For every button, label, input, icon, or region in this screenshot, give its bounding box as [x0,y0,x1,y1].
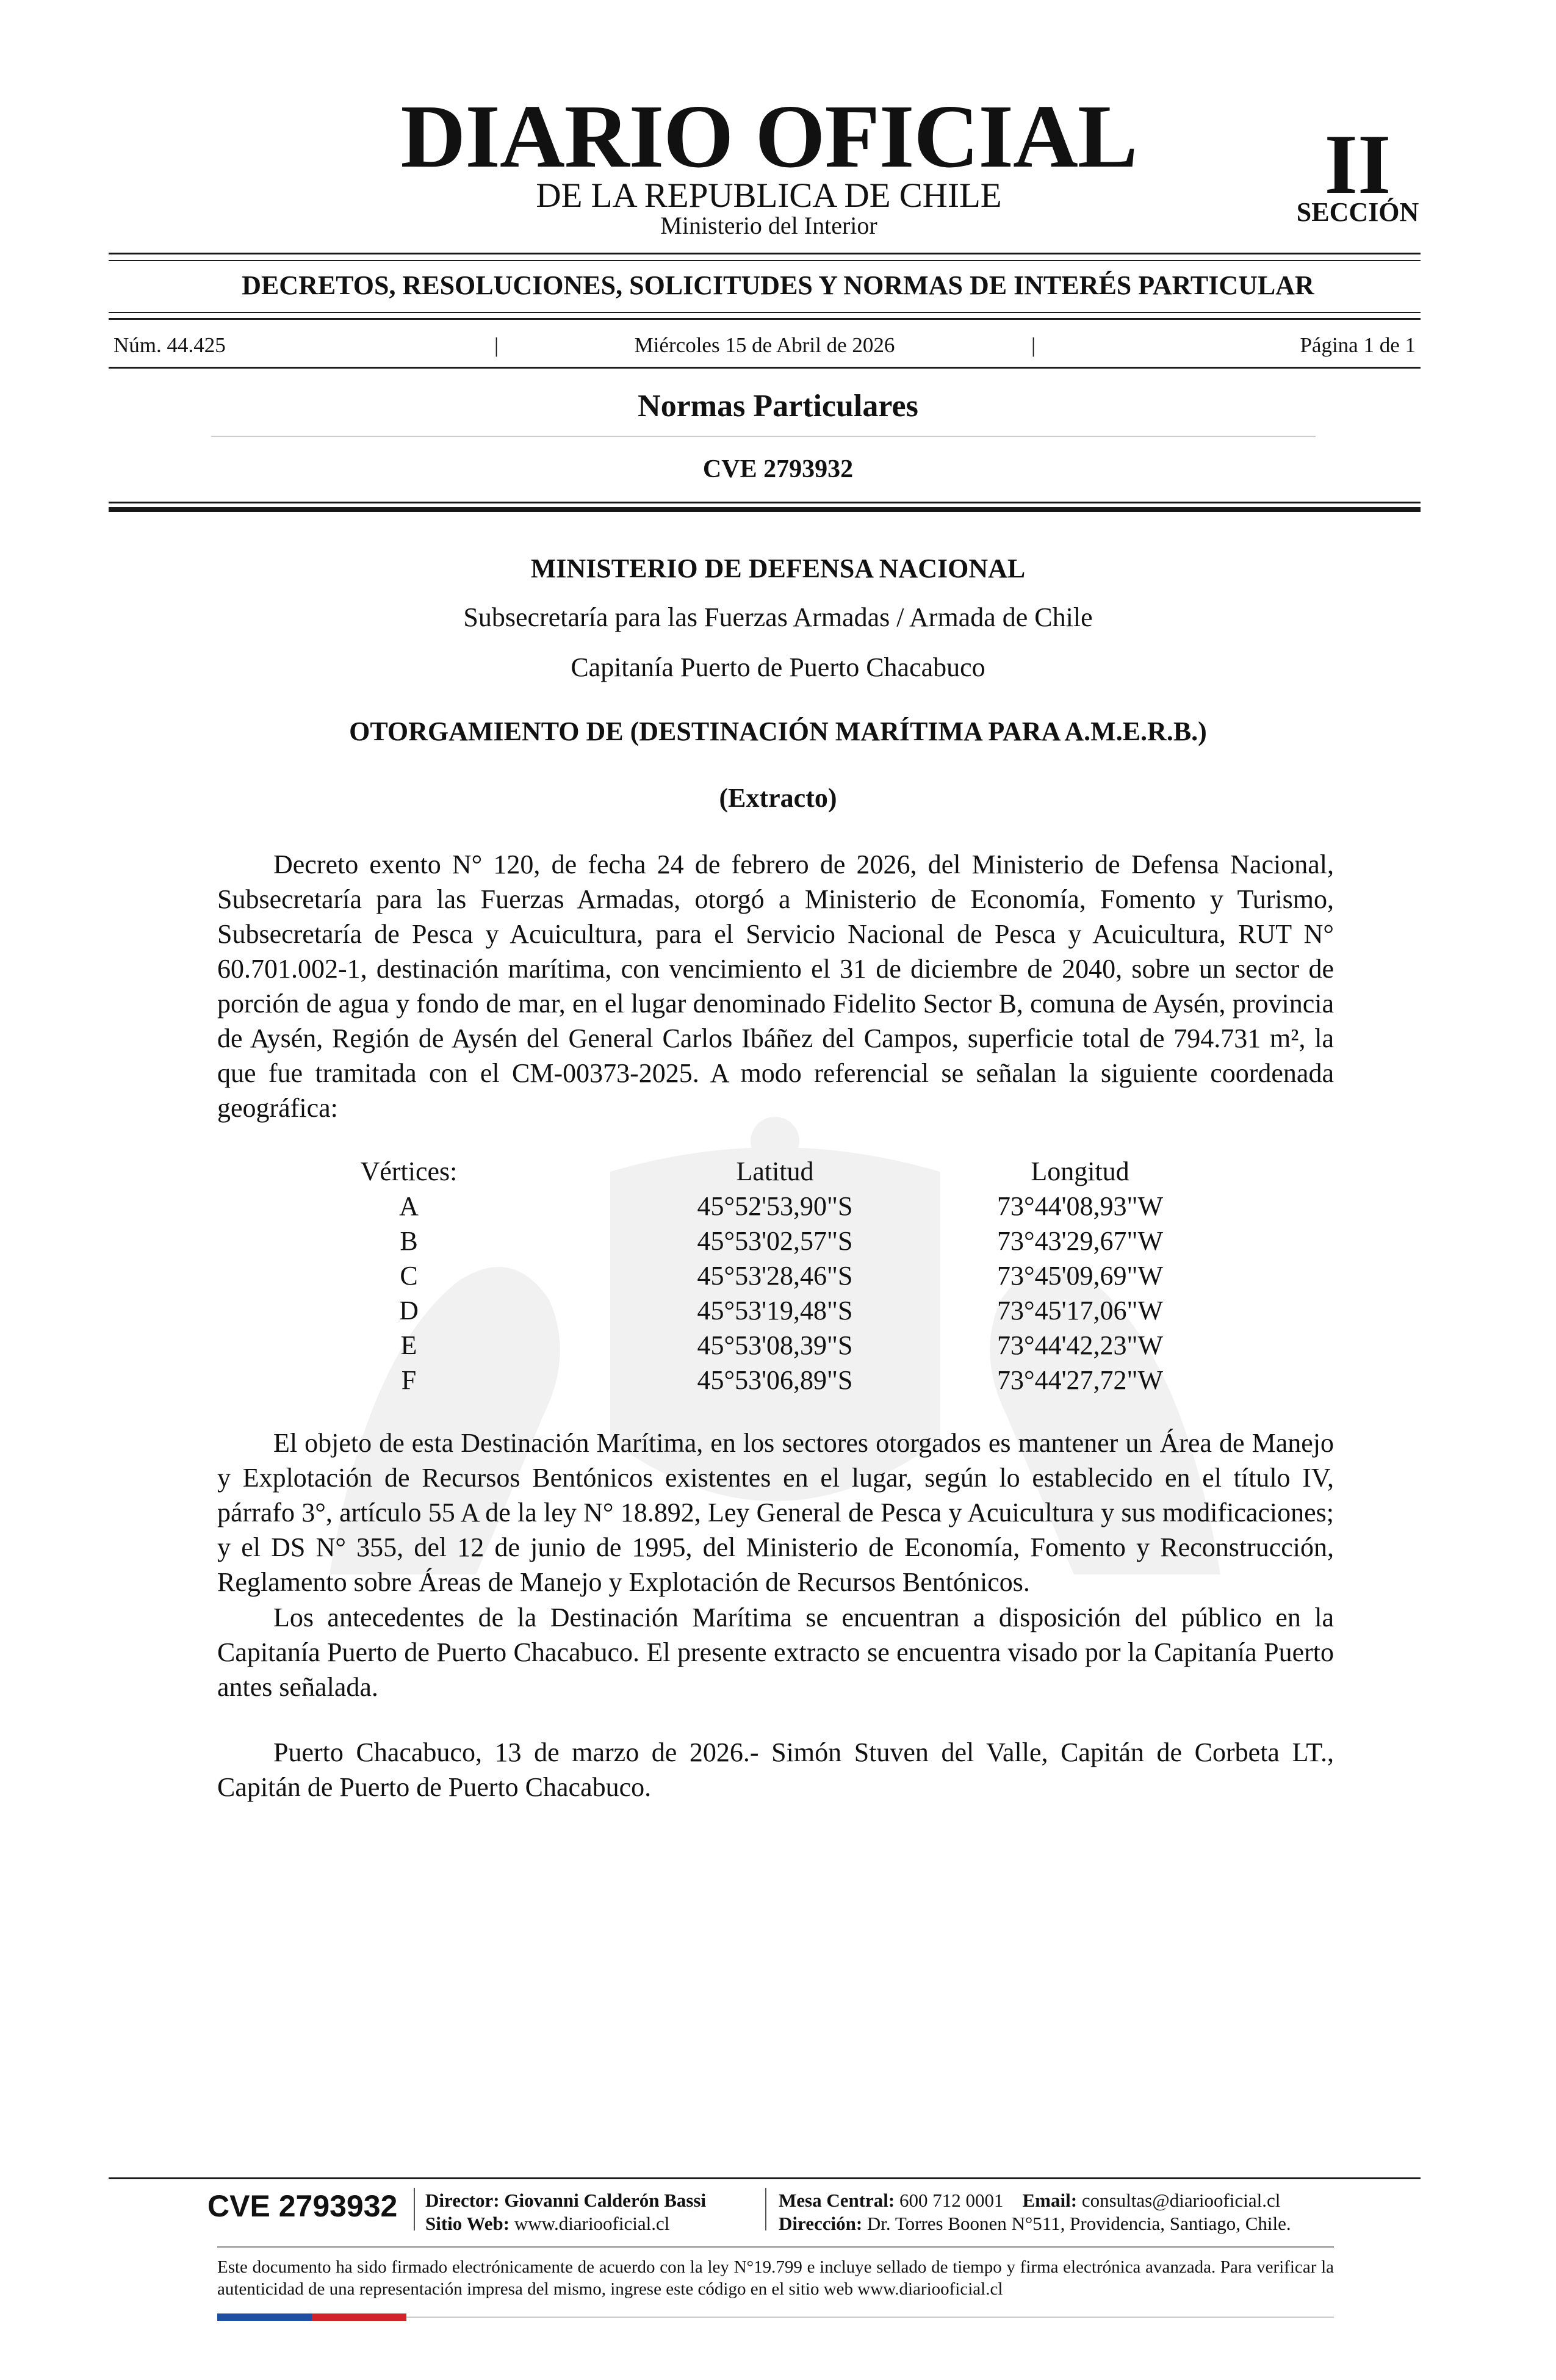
table-row [342,1260,1257,1295]
longitude-cell: 73°44'42,23"W [996,1330,1163,1360]
issue-number: Núm. 44.425 [113,333,226,357]
cve-code: CVE 2793932 [702,455,854,483]
footer-rule [109,2177,1421,2179]
vertex-cell: B [400,1226,418,1256]
footer-cve-code: CVE 2793932 [207,2189,398,2223]
footer-separator [765,2188,766,2230]
vertex-cell: E [400,1330,417,1360]
vertex-cell: F [401,1365,417,1395]
vertex-cell: C [400,1261,418,1291]
website-label: Sitio Web: [425,2213,510,2234]
banner-rule-thin [109,312,1421,313]
section-divider [211,436,1316,437]
extracto-label: (Extracto) [719,783,837,813]
latitude-cell: 45°52'53,90"S [697,1191,853,1221]
table-row [342,1295,1257,1330]
section-label: SECCIÓN [1296,197,1419,227]
footer-separator [414,2188,415,2230]
longitude-cell: 73°44'08,93"W [996,1191,1163,1221]
vertex-cell: A [399,1191,419,1221]
longitude-cell: 73°43'29,67"W [996,1226,1163,1256]
flag-stripe-red [312,2313,406,2321]
address-value: Dr. Torres Boonen N°511, Providencia, Santiago, Chile. [866,2213,1291,2234]
page-counter: Página 1 de 1 [1300,333,1416,357]
table-row [342,1225,1257,1260]
footer-divider [217,2246,1334,2248]
coordinates-header-row [342,1156,1257,1191]
subsecretaria: Subsecretaría para las Fuerzas Armadas / Armada de Chile [463,602,1093,632]
cve-rule-thick [109,507,1421,512]
header-rule [109,253,1421,254]
vertex-cell: D [399,1296,419,1325]
website-link[interactable]: www.diariooficial.cl [514,2213,670,2234]
footer-director-block [425,2189,706,2235]
header-rule-thin [109,260,1421,261]
cve-rule [109,502,1421,503]
info-separator: | [1031,333,1036,357]
longitude-cell: 73°45'17,06"W [996,1296,1163,1325]
footer-contact-block [779,2189,1291,2235]
footer-disclaimer: Este documento ha sido firmado electrónicamente de acuerdo con la ley N°19.799 e incluye sellado de tiempo y firma electrónica avanzada. Para verificar la autenticidad de una representación impresa del mismo, ingrese este código en el sitio web www.diariooficial.cl [217,2257,1334,2299]
vertex-header: Vértices: [360,1156,458,1186]
longitude-cell: 73°45'09,69"W [996,1261,1163,1291]
latitude-cell: 45°53'19,48"S [697,1296,853,1325]
section-banner: DECRETOS, RESOLUCIONES, SOLICITUDES Y NORMAS DE INTERÉS PARTICULAR [242,270,1314,300]
banner-rule [109,318,1421,320]
email-link[interactable]: consultas@diariooficial.cl [1081,2190,1281,2211]
section-title: Normas Particulares [638,389,918,424]
signature-paragraph: Puerto Chacabuco, 13 de marzo de 2026.- Simón Stuven del Valle, Capitán de Corbeta LT., Capitán de Puerto de Puerto Chacabuco. [217,1737,1334,1802]
longitude-cell: 73°44'27,72"W [996,1365,1163,1395]
longitude-header: Longitud [1031,1156,1129,1186]
paragraph-decree: Decreto exento N° 120, de fecha 24 de febrero de 2026, del Ministerio de Defensa Nacional, Subsecretaría para las Fuerzas Armadas, otorgó a Ministerio de Economía, Fomento y Turismo, Subsecretaría de Pesca y Acuicultura, para el Servicio Nacional de Pesca y Acuicultura, RUT N° 60.701.002-1, destinación marítima, con vencimiento el 31 de diciembre de 2040, sobre un sector de porción de agua y fondo de mar, en el lugar denominado Fidelito Sector B, comuna de Aysén, provincia de Aysén, Región de Aysén del General Carlos Ibáñez del Campos, superficie total de 794.731 m², la que fue tramitada con el CM-00373-2025. A modo referencial se señalan la siguiente coordenada geográfica: [217,849,1334,1123]
document-title: OTORGAMIENTO DE (DESTINACIÓN MARÍTIMA PARA A.M.E.R.B.) [349,716,1207,746]
section-number: II [1324,117,1391,212]
flag-stripe-blue [217,2313,312,2321]
latitude-cell: 45°53'28,46"S [697,1261,853,1291]
director-name: Giovanni Calderón Bassi [504,2190,707,2211]
newspaper-title: DIARIO OFICIAL [400,87,1137,187]
email-label: Email: [1022,2190,1078,2211]
newspaper-subtitle: DE LA REPUBLICA DE CHILE [536,176,1002,215]
coordinates-table [342,1156,1257,1399]
paragraph-objective: El objeto de esta Destinación Marítima, en los sectores otorgados es mantener un Área de Manejo y Explotación de Recursos Bentónicos existentes en el lugar, según lo establecido en el título IV, párrafo 3°, artículo 55 A de la ley N° 18.892, Ley General de Pesca y Acuicultura y sus modificaciones; y el DS N° 355, del 12 de junio de 1995, del Ministerio de Economía, Fomento y Reconstrucción, Reglamento sobre Áreas de Manejo y Explotación de Recursos Bentónicos. [217,1428,1334,1597]
address-label: Dirección: [779,2213,863,2234]
issue-date: Miércoles 15 de Abril de 2026 [634,333,895,357]
info-rule [109,367,1421,369]
newspaper-ministry: Ministerio del Interior [660,212,877,239]
table-row [342,1330,1257,1365]
table-row [342,1191,1257,1225]
latitude-header: Latitud [736,1156,814,1186]
paragraph-antecedentes: Los antecedentes de la Destinación Marítima se encuentran a disposición del público en la Capitanía Puerto de Puerto Chacabuco. El presente extracto se encuentra visado por la Capitanía Puerto antes señalada. [217,1603,1334,1702]
flag-rule [406,2317,1334,2318]
director-label: Director: [425,2190,500,2211]
latitude-cell: 45°53'08,39"S [697,1330,853,1360]
latitude-cell: 45°53'06,89"S [697,1365,853,1395]
mesa-label: Mesa Central: [779,2190,895,2211]
mesa-phone: 600 712 0001 [899,2190,1004,2211]
latitude-cell: 45°53'02,57"S [697,1226,853,1256]
ministry-heading: MINISTERIO DE DEFENSA NACIONAL [530,554,1026,583]
info-separator: | [494,333,499,357]
table-row [342,1365,1257,1399]
capitania: Capitanía Puerto de Puerto Chacabuco [571,652,985,682]
